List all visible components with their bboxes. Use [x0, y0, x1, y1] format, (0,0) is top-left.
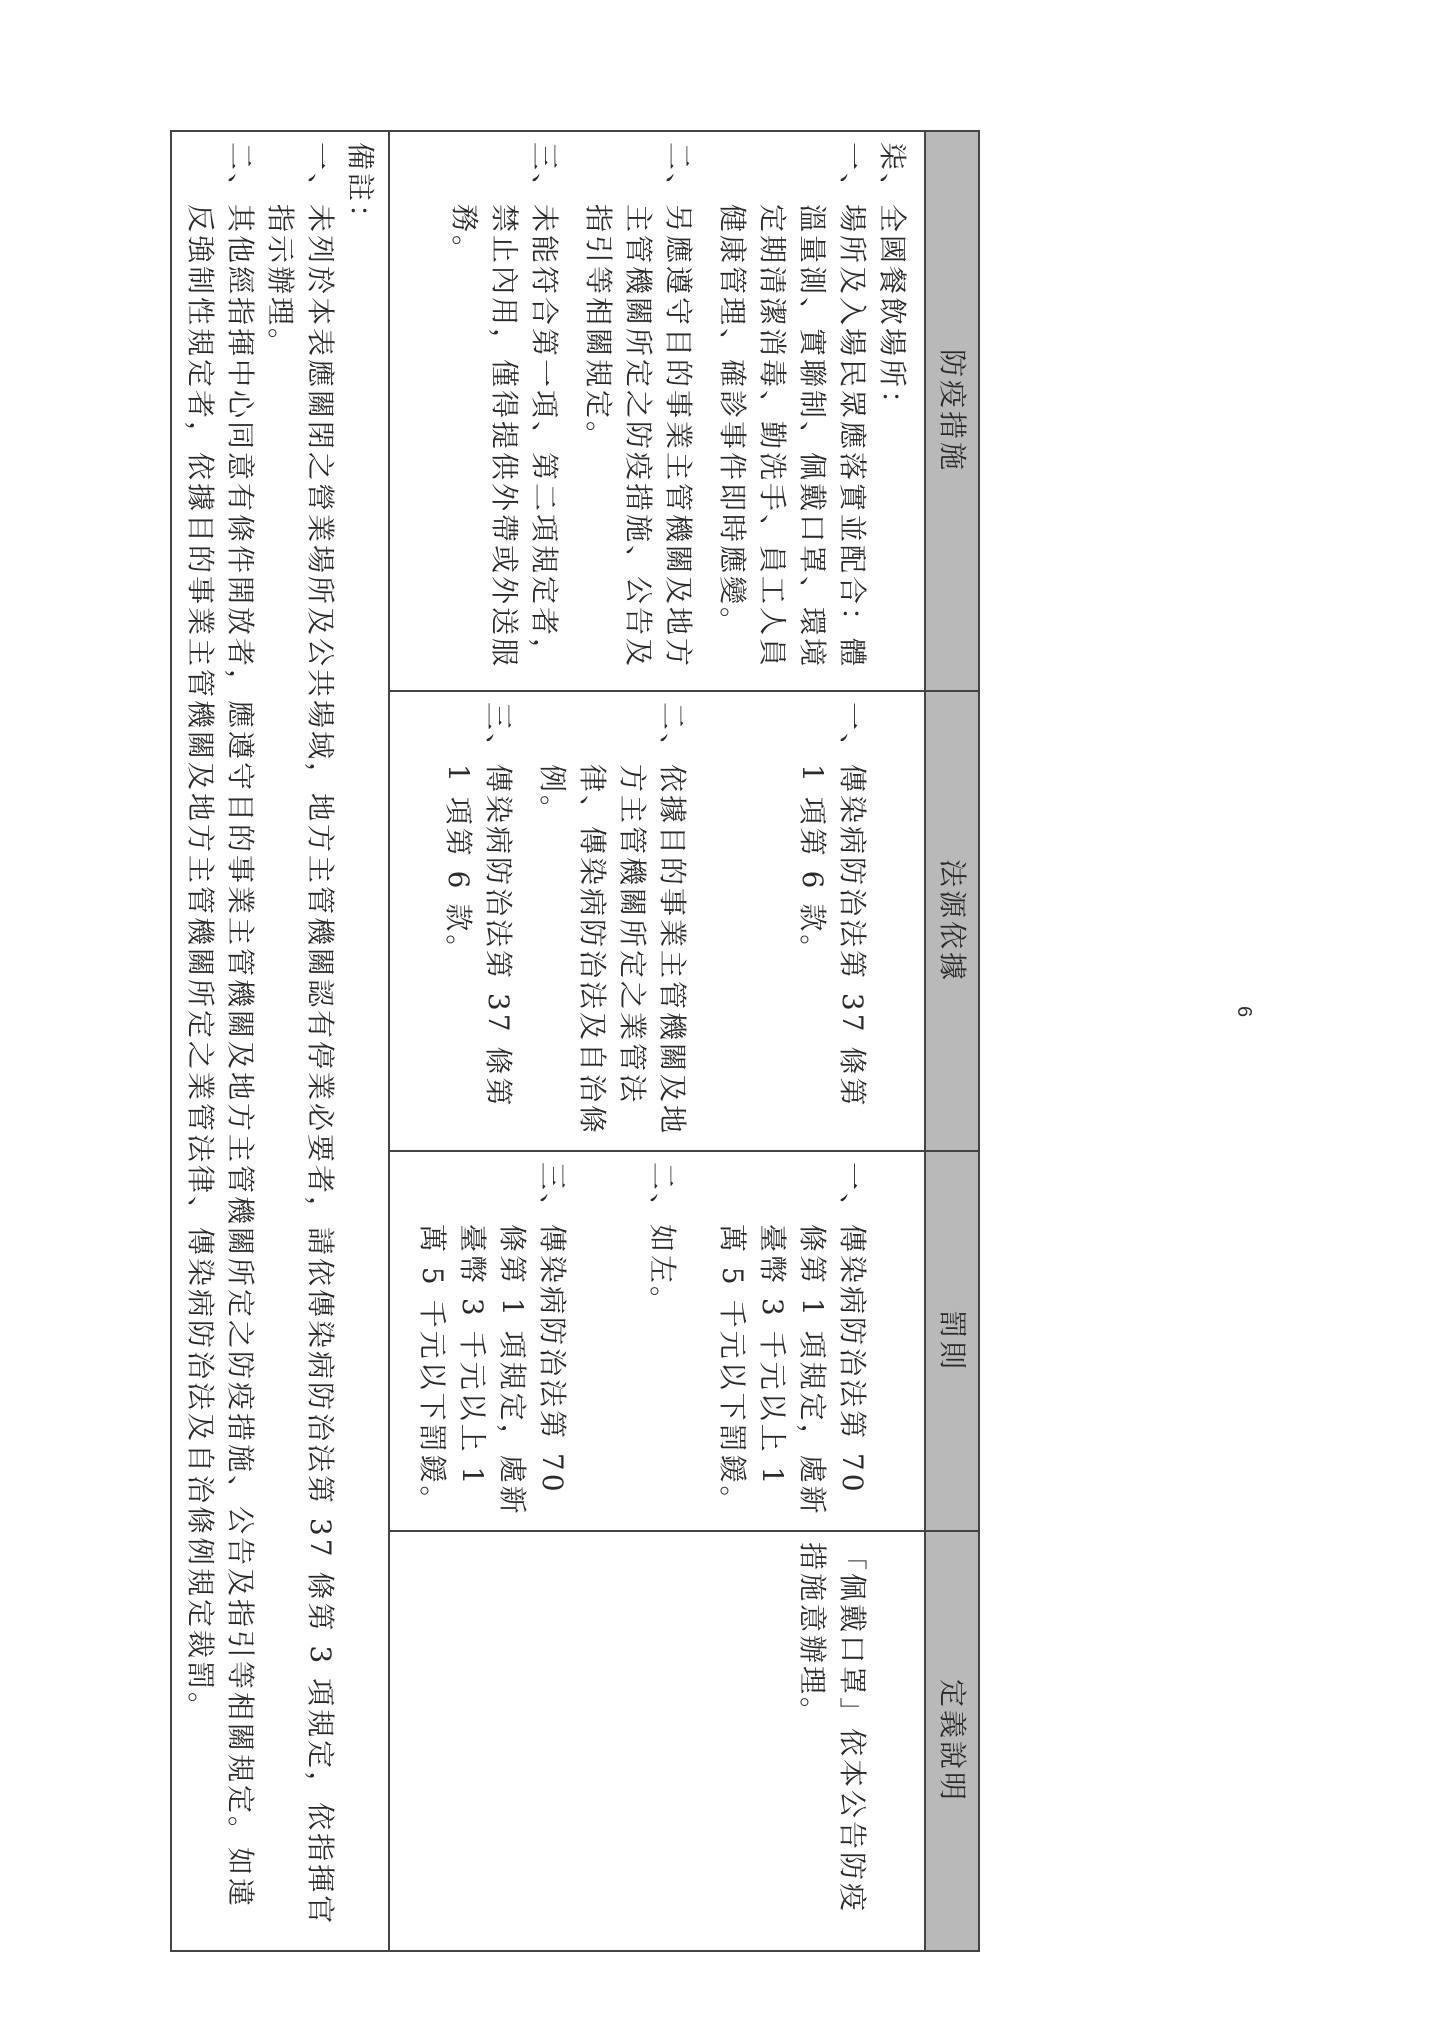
measure-item-2: 二、 另應遵守目的事業主管機關及地方主管機關所定之防疫措施、公告及指引等相關規定。 — [582, 142, 695, 670]
basis-item-2: 二、 依據目的事業主管機關及地方主管機關所定之業管法律、傳染病防治法及自治條例。 — [536, 702, 689, 1137]
legal-basis-cell — [389, 691, 925, 1151]
header-definition: 定義說明 — [925, 1531, 979, 1951]
definition-cell — [389, 1531, 925, 1951]
note-item-2: 二、 其他經指揮中心同意有條件開放者，應遵守目的事業主管機關及地方主管機關所定之防疫措施、公告及指引等相關規定。如違反強制性規定者，依據目的事業主管機關及地方主管機關所定之業管法律、傳染病防治法及自治條例規定裁罰。 — [184, 142, 257, 1910]
header-penalty: 罰則 — [925, 1151, 979, 1531]
header-legal-basis: 法源依據 — [925, 691, 979, 1151]
notes-heading: 備註： — [344, 142, 377, 236]
rotated-page-content — [150, 130, 980, 1950]
basis-item-3: 三、 傳染病防治法第 37 條第 1 項第 6 款。 — [442, 702, 515, 1109]
measure-item-1: 一、 場所及入場民眾應落實並配合：體溫量測、實聯制、佩戴口罩、環境定期清潔消毒、勤洗手、員工人員健康管理、確診事件即時應變。 — [716, 142, 869, 670]
penalty-cell — [389, 1151, 925, 1531]
penalty-item-2: 二、 如左。 — [646, 1162, 679, 1318]
definition-text: 「佩戴口罩」依本公告防疫措施意辦理。 — [796, 1542, 869, 1915]
section-heading: 柒、全國餐飲場所： — [876, 142, 909, 422]
page-number: 6 — [1233, 1005, 1256, 1018]
note-item-1: 一、 未列於本表應關閉之營業場所及公共場域，地方主管機關認有停業必要者，請依傳染病防治法第 37 條第 3 項規定，依指揮官指示辦理。 — [264, 142, 337, 1927]
penalty-item-3: 三、 傳染病防治法第 70 條第 1 項規定，處新臺幣 3 千元以上 1 萬 5 千元以下罰鍰。 — [416, 1162, 569, 1517]
table-row — [389, 131, 925, 1951]
penalty-item-1: 一、 傳染病防治法第 70 條第 1 項規定，處新臺幣 3 千元以上 1 萬 5 千元以下罰鍰。 — [716, 1162, 869, 1517]
header-measures: 防疫措施 — [925, 131, 979, 691]
regulation-table — [170, 130, 980, 1952]
measures-cell — [389, 131, 925, 691]
basis-item-1: 一、 傳染病防治法第 37 條第 1 項第 6 款。 — [796, 702, 869, 1109]
notes-row — [171, 131, 389, 1951]
table-header-row — [925, 131, 979, 1951]
notes-cell — [171, 131, 389, 1951]
measure-item-3: 三、 未能符合第一項、第二項規定者，禁止內用，僅得提供外帶或外送服務。 — [448, 142, 561, 670]
